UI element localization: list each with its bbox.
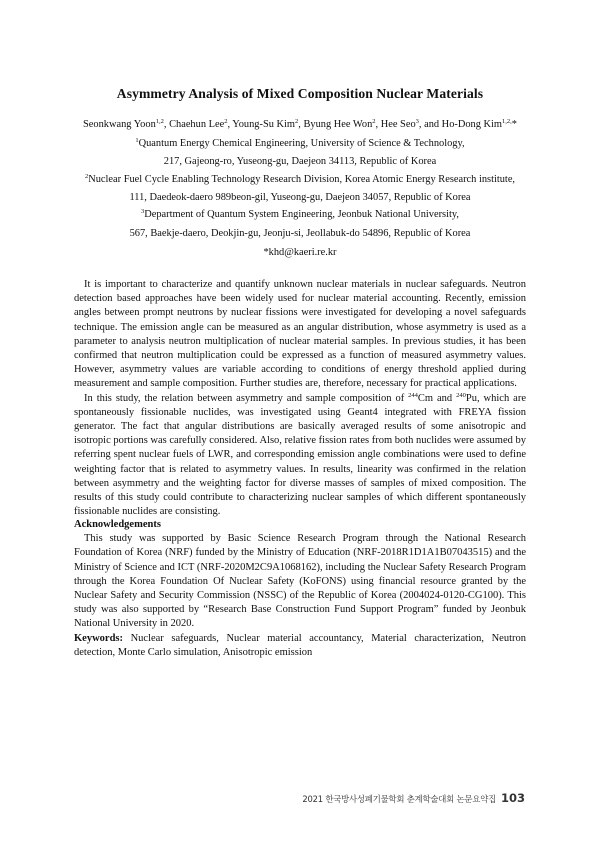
abstract-paragraph: It is important to characterize and quantify unknown nuclear materials in nuclear safeguards. Neutron detection based approaches have been widely used for nuclear material accounting. Recently, emission angles between prompt neutrons by nuclear fissions were investigated for developing a novel safeguards technique. The emission angle can be measured as an angular distribution, whose asymmetry is used as a parameter to analysis neutron multiplication of nuclear material samples. In previous studies, it has been confirmed that neutron multiplication could be expressed as a function of measured asymmetry values. However, asymmetry values are variable according to conditions of energy threshold applied during measurement and sample composition. Further studies are, therefore, necessary for practical applications. [74, 279, 526, 390]
affiliation-text: 111, Daedeok-daero 989beon-gil, Yuseong-gu, Daejeon 34057, Republic of Korea [129, 192, 471, 203]
author-name: , Chaehun Lee [163, 119, 225, 130]
email-link[interactable]: *khd@kaeri.re.kr [263, 247, 337, 258]
affiliation-line [0, 192, 600, 204]
author-affiliation-mark: 3 [415, 118, 419, 125]
author-affiliation-mark: 2 [224, 118, 228, 125]
affiliation-mark: 3 [141, 208, 145, 215]
corresponding-author-mark: * [511, 119, 517, 130]
author-name: , Hee Seo [375, 119, 416, 130]
affiliation-text: 567, Baekje-daero, Deokjin-gu, Jeonju-si, Jeollabuk-do 54896, Republic of Korea [129, 228, 471, 239]
author-affiliation-mark: 1,2 [155, 118, 164, 125]
author-name: , Byung Hee Won [298, 119, 373, 130]
abstract-body [74, 278, 526, 519]
paper-title: Asymmetry Analysis of Mixed Composition Nuclear Materials [116, 86, 484, 101]
author-list [0, 119, 600, 131]
affiliation-text: Quantum Energy Chemical Engineering, University of Science & Technology, [138, 138, 465, 149]
corresponding-email[interactable] [0, 247, 600, 259]
abstract-text: Cm and [417, 392, 457, 404]
author-name: Seonkwang Yoon [83, 119, 156, 130]
affiliation-mark: 1 [135, 137, 139, 144]
affiliation-text: 217, Gajeong-ro, Yuseong-gu, Daejeon 34113, Republic of Korea [163, 156, 437, 167]
affiliation-line [0, 138, 600, 150]
author-name: , and Ho-Dong Kim [418, 119, 503, 130]
affiliation-line [0, 209, 600, 221]
acknowledgements-heading: Acknowledgements [74, 519, 161, 530]
page-footer [302, 787, 525, 806]
keywords-label: Keywords: [74, 633, 123, 644]
affiliation-mark: 2 [84, 173, 89, 180]
keywords-text: Nuclear safeguards, Nuclear material accountancy, Material characterization, Neutron detection, Monte Carlo simulation, Anisotropic emission [74, 633, 526, 659]
conference-name: 2021 한국방사성폐기물학회 춘계학술대회 논문요약집 [302, 794, 496, 804]
abstract-text: In this study, the relation between asymmetry and sample composition of [84, 392, 409, 404]
author-affiliation-mark: 2 [372, 118, 376, 125]
author-affiliation-mark: 2 [295, 118, 299, 125]
isotope-mass-number: 240 [456, 391, 466, 399]
abstract-paragraph [74, 392, 526, 520]
author-name: , Young-Su Kim [227, 119, 296, 130]
isotope-mass-number: 244 [408, 391, 418, 399]
acknowledgements-text: This study was supported by Basic Science Research Program through the National Research Foundation of Korea (NRF) funded by the Ministry of Education (NRF-2018R1D1A1B07043515) and the Ministry of Science and ICT (NRF-2020M2C9A1068162), including the Nuclear Safety Research Program through the Korea Foundation Of Nuclear Safety (KoFONS) using financial resource granted by the Nuclear Safety and Security Commission (NSSC) of the Republic of Korea (2004024-0120-CG100). This study was also supported by “Research Base Construction Fund Support Program” funded by Jeonbuk National University in 2020. [74, 533, 526, 630]
affiliation-text: Nuclear Fuel Cycle Enabling Technology Research Division, Korea Atomic Energy Research institute, [88, 174, 516, 185]
affiliation-line [0, 174, 600, 186]
keywords-line [74, 632, 526, 660]
abstract-text: Pu, which are spontaneously fissionable nuclides, was investigated using Geant4 integrated with FREYA fission generator. The fact that angular distributions are basically averaged results of some anisotropic and isotropic portions was carefully considered. Also, relative fission rates from both nuclides were assumed by referring spent nuclear fuels of LWR, and corresponding emission angle combinations were used to define weighting factor that is related to asymmetry values. In results, linearity was confirmed in the relation between asymmetry and the weighting factor for diverse masses of samples of mixed composition. The results of this study could contribute to characterizing nuclear samples of which different spontaneously fissionable nuclides are consisting. [74, 392, 526, 518]
affiliation-text: Department of Quantum System Engineering, Jeonbuk National University, [144, 209, 459, 220]
author-affiliation-mark: 1,2, [502, 118, 512, 125]
acknowledgements-section [74, 518, 526, 632]
affiliation-line [0, 156, 600, 168]
affiliation-line [0, 228, 600, 240]
page-number: 103 [500, 791, 525, 805]
keywords-section [74, 632, 526, 660]
